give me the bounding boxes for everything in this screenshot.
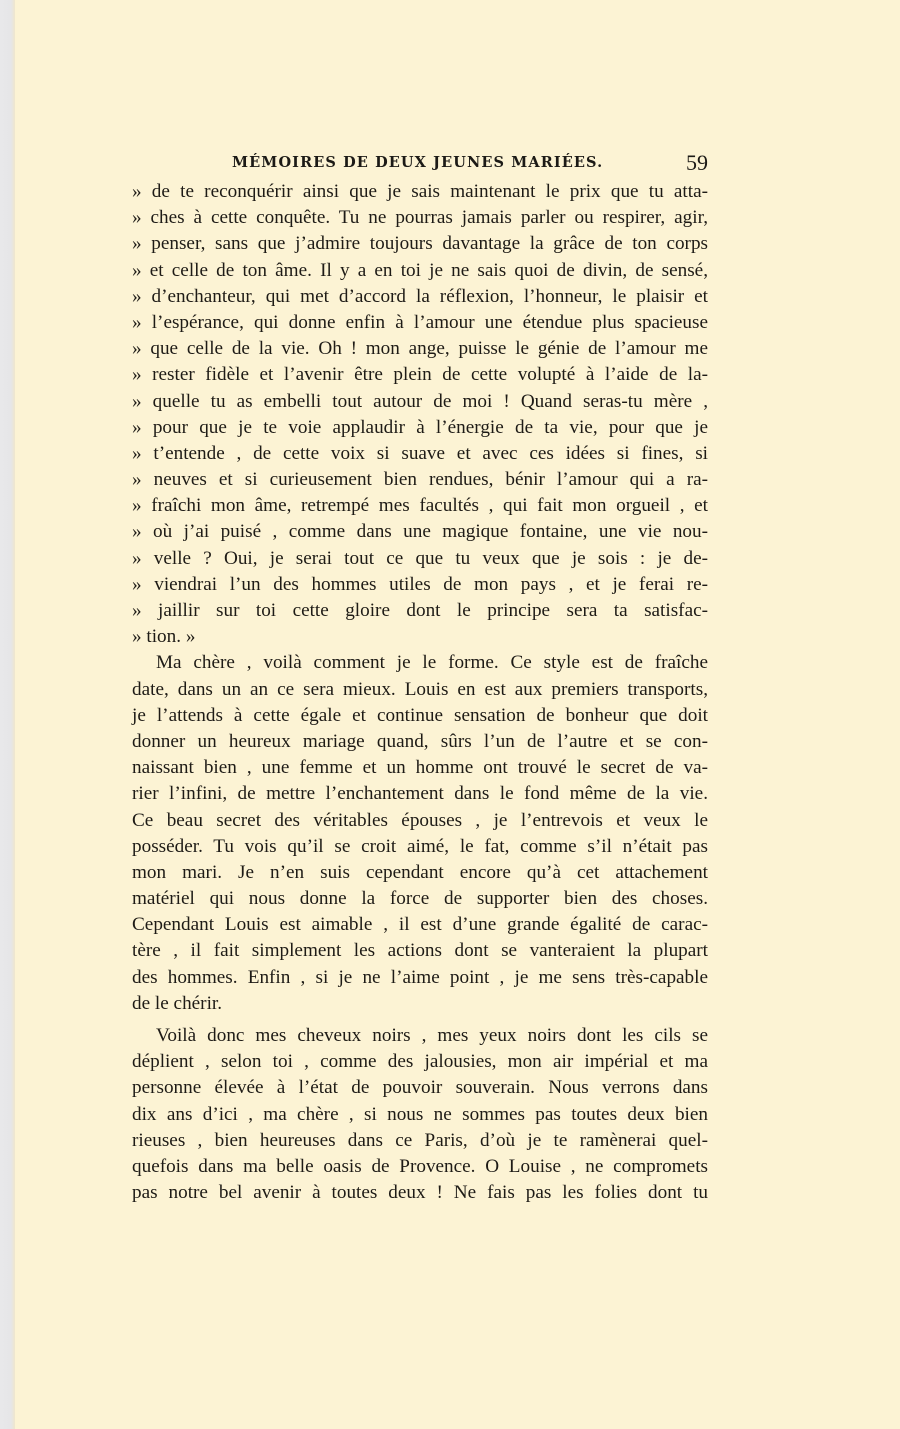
text-line: personne élevée à l’état de pouvoir souverain. Nous verrons dans bbox=[132, 1077, 708, 1099]
text-line: » t’entende , de cette voix si suave et avec ces idées si fines, si bbox=[132, 442, 708, 464]
text-line: » fraîchi mon âme, retrempé mes facultés , qui fait mon orgueil , et bbox=[132, 495, 708, 517]
text-line: » de te reconquérir ainsi que je sais maintenant le prix que tu atta- bbox=[132, 181, 708, 202]
text-line: » que celle de la vie. Oh ! mon ange, puisse le génie de l’amour me bbox=[132, 338, 708, 360]
text-line: » rester fidèle et l’avenir être plein de cette volupté à l’aide de la- bbox=[132, 364, 708, 386]
text-line: » tion. » bbox=[132, 626, 196, 648]
page-header bbox=[232, 150, 708, 178]
text-line: » ches à cette conquête. Tu ne pourras jamais parler ou respirer, agir, bbox=[132, 207, 708, 229]
text-line: déplient , selon toi , comme des jalousies, mon air impérial et ma bbox=[132, 1051, 708, 1073]
text-line: Ce beau secret des véritables épouses , je l’entrevois et veux le bbox=[132, 809, 708, 831]
text-line: Voilà donc mes cheveux noirs , mes yeux noirs dont les cils se bbox=[156, 1025, 708, 1046]
text-line: dix ans d’ici , ma chère , si nous ne sommes pas toutes deux bien bbox=[132, 1103, 708, 1125]
text-line: » quelle tu as embelli tout autour de moi ! Quand seras-tu mère , bbox=[132, 390, 708, 412]
text-line: je l’attends à cette égale et continue sensation de bonheur que doit bbox=[132, 704, 708, 726]
body-text bbox=[132, 179, 708, 1206]
text-line: Ma chère , voilà comment je le forme. Ce style est de fraîche bbox=[156, 652, 708, 674]
text-line: matériel qui nous donne la force de supporter bien des choses. bbox=[132, 888, 708, 910]
text-line: » velle ? Oui, je serai tout ce que tu veux que je sois : je de- bbox=[132, 547, 708, 569]
page-number: 59 bbox=[686, 150, 708, 175]
text-line: pas notre bel avenir à toutes deux ! Ne fais pas les folies dont tu bbox=[132, 1182, 708, 1204]
text-line: » l’espérance, qui donne enfin à l’amour une étendue plus spacieuse bbox=[132, 311, 708, 333]
text-line: rier l’infini, de mettre l’enchantement dans le fond même de la vie. bbox=[132, 783, 708, 805]
text-line: de le chérir. bbox=[132, 992, 223, 1014]
text-line: » jaillir sur toi cette gloire dont le principe sera ta satisfac- bbox=[132, 600, 708, 621]
text-line: des hommes. Enfin , si je ne l’aime point , je me sens très-capable bbox=[132, 966, 708, 988]
text-line: posséder. Tu vois qu’il se croit aimé, le fat, comme s’il n’était pas bbox=[132, 835, 708, 857]
paragraph bbox=[132, 650, 708, 1017]
text-line: » viendrai l’un des hommes utiles de mon pays , et je ferai re- bbox=[132, 573, 708, 595]
text-line: » pour que je te voie applaudir à l’énergie de ta vie, pour que je bbox=[132, 416, 708, 438]
scan-edge bbox=[0, 0, 15, 1429]
text-line: tère , il fait simplement les actions dont se vanteraient la plupart bbox=[132, 940, 708, 962]
text-line: date, dans un an ce sera mieux. Louis en est aux premiers transports, bbox=[132, 678, 708, 700]
text-line: mon mari. Je n’en suis cependant encore qu’à cet attachement bbox=[132, 861, 708, 883]
running-title: MÉMOIRES DE DEUX JEUNES MARIÉES. bbox=[232, 154, 604, 171]
text-line: rieuses , bien heureuses dans ce Paris, d’où je te ramènerai quel- bbox=[132, 1129, 708, 1151]
text-line: Cependant Louis est aimable , il est d’une grande égalité de carac- bbox=[132, 914, 708, 936]
text-line: » et celle de ton âme. Il y a en toi je ne sais quoi de divin, de sensé, bbox=[132, 259, 708, 281]
text-line: quefois dans ma belle oasis de Provence. O Louise , ne compromets bbox=[132, 1155, 708, 1177]
paragraph bbox=[132, 179, 708, 650]
text-line: » neuves et si curieusement bien rendues, bénir l’amour qui a ra- bbox=[132, 469, 708, 491]
text-line: » où j’ai puisé , comme dans une magique fontaine, une vie nou- bbox=[132, 521, 708, 543]
paragraph bbox=[132, 1023, 708, 1206]
text-line: donner un heureux mariage quand, sûrs l’un de l’autre et se con- bbox=[132, 730, 708, 752]
text-line: » penser, sans que j’admire toujours davantage la grâce de ton corps bbox=[132, 233, 708, 255]
text-line: naissant bien , une femme et un homme ont trouvé le secret de va- bbox=[132, 757, 708, 779]
text-line: » d’enchanteur, qui met d’accord la réflexion, l’honneur, le plaisir et bbox=[132, 285, 708, 307]
